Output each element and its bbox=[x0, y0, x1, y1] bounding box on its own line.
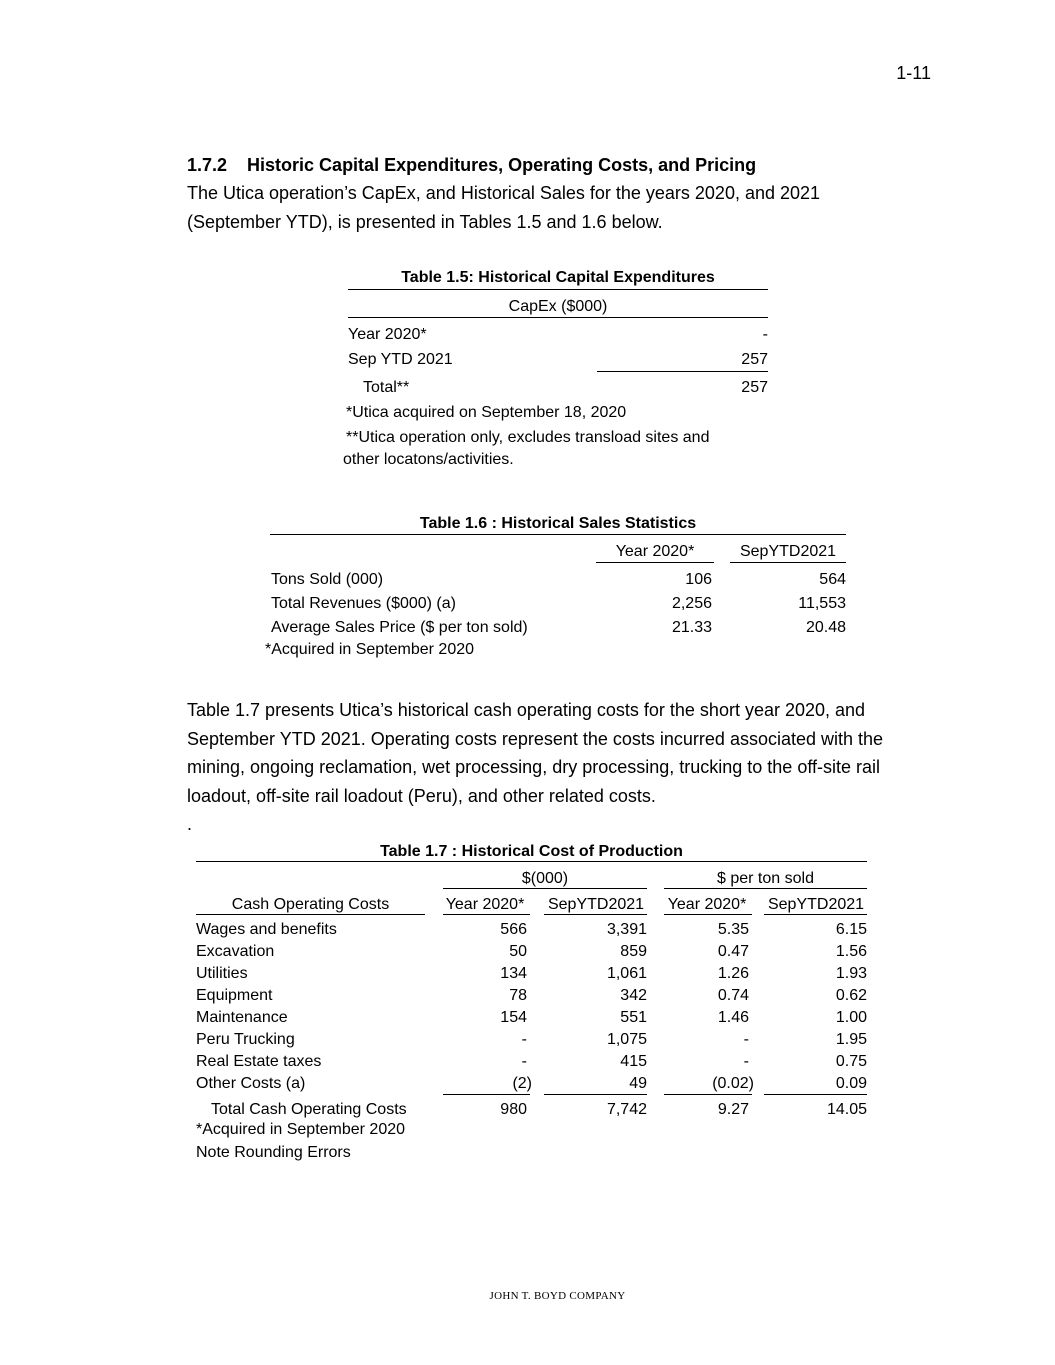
table-1-7-cell: 50 bbox=[509, 943, 527, 960]
table-1-7-cell: 342 bbox=[620, 987, 647, 1004]
table-1-7-cell: 3,391 bbox=[606, 921, 647, 938]
table-1-7-cell: 0.47 bbox=[717, 943, 749, 960]
rule bbox=[730, 562, 846, 563]
table-1-7-col-header: SepYTD2021 bbox=[547, 896, 645, 913]
table-1-7-row-label: Other Costs (a) bbox=[196, 1075, 306, 1092]
table-1-7-cell: (2) bbox=[512, 1075, 532, 1092]
rule bbox=[664, 914, 752, 915]
table-1-5-note: other locatons/activities. bbox=[343, 451, 514, 468]
rule bbox=[443, 1094, 530, 1095]
rule bbox=[664, 1094, 752, 1095]
table-1-7-row-label: Equipment bbox=[196, 987, 273, 1004]
table-1-7-total-cell: 9.27 bbox=[717, 1101, 749, 1118]
table-1-5-total-label: Total** bbox=[363, 379, 410, 396]
table-1-7-row-label: Excavation bbox=[196, 943, 275, 960]
table-1-7-row-label: Wages and benefits bbox=[196, 921, 337, 938]
paragraph-line: mining, ongoing reclamation, wet processing, dry processing, trucking to the off-site rail bbox=[187, 757, 881, 777]
table-1-7-cell: 5.35 bbox=[717, 921, 749, 938]
table-1-7-note: *Acquired in September 2020 bbox=[196, 1121, 406, 1138]
table-1-7-cell: 1.26 bbox=[717, 965, 749, 982]
rule bbox=[443, 888, 647, 889]
paragraph-line: loadout, off-site rail loadout (Peru), and other related costs. bbox=[187, 786, 656, 806]
section-title: 1.7.2 Historic Capital Expenditures, Operating Costs, and Pricing bbox=[187, 155, 757, 175]
table-1-7-col-header: SepYTD2021 bbox=[767, 896, 865, 913]
table-1-7-cell: 1,075 bbox=[606, 1031, 647, 1048]
table-1-7-cell: 0.09 bbox=[835, 1075, 867, 1092]
table-1-6-cell: 2,256 bbox=[671, 595, 712, 612]
rule bbox=[664, 888, 867, 889]
table-1-7-cell: 1.46 bbox=[717, 1009, 749, 1026]
table-1-6-row-label: Average Sales Price ($ per ton sold) bbox=[271, 619, 528, 636]
table-1-6-note: *Acquired in September 2020 bbox=[265, 641, 475, 658]
table-1-6-row-label: Tons Sold (000) bbox=[271, 571, 384, 588]
paragraph-line: Table 1.7 presents Utica’s historical cash operating costs for the short year 2020, and bbox=[187, 700, 866, 720]
table-1-6-col-header: SepYTD2021 bbox=[739, 543, 837, 560]
table-1-7-cell: 0.75 bbox=[835, 1053, 867, 1070]
table-1-6-col-header: Year 2020* bbox=[615, 543, 695, 560]
table-1-6-cell: 21.33 bbox=[671, 619, 712, 636]
page-number: 1-11 bbox=[896, 63, 931, 83]
table-1-7-cell: - bbox=[743, 1031, 749, 1048]
rule bbox=[348, 289, 768, 290]
table-1-6-cell: 20.48 bbox=[805, 619, 846, 636]
table-1-5-header: CapEx ($000) bbox=[508, 298, 608, 315]
table-1-7-cell: 551 bbox=[620, 1009, 647, 1026]
table-1-7-cell: - bbox=[521, 1053, 527, 1070]
table-1-5-row-value: 257 bbox=[741, 351, 768, 368]
table-1-7-cell: 0.62 bbox=[835, 987, 867, 1004]
table-1-6-title: Table 1.6 : Historical Sales Statistics bbox=[419, 515, 697, 532]
table-1-7-cell: 566 bbox=[500, 921, 527, 938]
table-1-5-title: Table 1.5: Historical Capital Expenditures bbox=[401, 269, 715, 286]
table-1-7-total-cell: 980 bbox=[500, 1101, 527, 1118]
table-1-7-total-cell: 14.05 bbox=[826, 1101, 867, 1118]
table-1-7-col-header: Year 2020* bbox=[667, 896, 747, 913]
table-1-7-cell: - bbox=[521, 1031, 527, 1048]
table-1-7-group-header: $(000) bbox=[521, 870, 569, 887]
table-1-5-row-label: Year 2020* bbox=[348, 326, 427, 343]
table-1-5-total-value: 257 bbox=[741, 379, 768, 396]
table-1-7-cell: 0.74 bbox=[717, 987, 749, 1004]
footer-company: JOHN T. BOYD COMPANY bbox=[489, 1290, 626, 1302]
table-1-7-note: Note Rounding Errors bbox=[196, 1144, 351, 1161]
table-1-7-cell: 134 bbox=[500, 965, 527, 982]
paragraph-line: September YTD 2021. Operating costs represent the costs incurred associated with the bbox=[187, 729, 884, 749]
table-1-7-row-label: Utilities bbox=[196, 965, 248, 982]
table-1-7-cell: 859 bbox=[620, 943, 647, 960]
table-1-7-total-cell: 7,742 bbox=[606, 1101, 647, 1118]
table-1-7-cell: 1.93 bbox=[835, 965, 867, 982]
intro-line-2: (September YTD), is presented in Tables 1.5 and 1.6 below. bbox=[187, 212, 663, 232]
table-1-7-col-header: Year 2020* bbox=[445, 896, 525, 913]
rule bbox=[348, 317, 768, 318]
rule bbox=[764, 1094, 867, 1095]
table-1-7-cell: 1.00 bbox=[835, 1009, 867, 1026]
table-1-7-row-label: Maintenance bbox=[196, 1009, 288, 1026]
table-1-7-cell: 1.56 bbox=[835, 943, 867, 960]
table-1-7-cell: 49 bbox=[629, 1075, 647, 1092]
table-1-7-cell: 78 bbox=[509, 987, 527, 1004]
table-1-7-row-label: Peru Trucking bbox=[196, 1031, 295, 1048]
table-1-6-cell: 564 bbox=[819, 571, 846, 588]
rule bbox=[544, 914, 647, 915]
table-1-7-group-header: $ per ton sold bbox=[717, 870, 814, 887]
rule bbox=[544, 1094, 647, 1095]
rule bbox=[597, 371, 768, 372]
table-1-6-row-label: Total Revenues ($000) (a) bbox=[271, 595, 456, 612]
rule bbox=[443, 914, 530, 915]
table-1-7-cell: 1.95 bbox=[835, 1031, 867, 1048]
table-1-5-note: *Utica acquired on September 18, 2020 bbox=[346, 404, 627, 421]
table-1-5-row-value: - bbox=[762, 326, 768, 343]
table-1-7-cell: 6.15 bbox=[835, 921, 867, 938]
rule bbox=[596, 562, 714, 563]
intro-line-1: The Utica operation’s CapEx, and Historical Sales for the years 2020, and 2021 bbox=[187, 183, 821, 203]
table-1-7-row-label: Real Estate taxes bbox=[196, 1053, 322, 1070]
table-1-7-title: Table 1.7 : Historical Cost of Production bbox=[380, 843, 683, 860]
rule bbox=[196, 914, 425, 915]
table-1-7-label-header: Cash Operating Costs bbox=[231, 896, 390, 913]
table-1-7-cell: 154 bbox=[500, 1009, 527, 1026]
rule bbox=[196, 861, 867, 862]
stray-period: . bbox=[187, 814, 193, 834]
table-1-6-cell: 11,553 bbox=[798, 595, 846, 612]
table-1-7-cell: (0.02) bbox=[712, 1075, 754, 1092]
table-1-7-cell: 1,061 bbox=[606, 965, 647, 982]
table-1-7-cell: - bbox=[743, 1053, 749, 1070]
rule bbox=[764, 914, 867, 915]
rule bbox=[270, 534, 846, 535]
table-1-6-cell: 106 bbox=[685, 571, 712, 588]
table-1-7-cell: 415 bbox=[620, 1053, 647, 1070]
table-1-5-row-label: Sep YTD 2021 bbox=[348, 351, 453, 368]
table-1-5-note: **Utica operation only, excludes transload sites and bbox=[346, 429, 710, 446]
table-1-7-total-label: Total Cash Operating Costs bbox=[211, 1101, 407, 1118]
